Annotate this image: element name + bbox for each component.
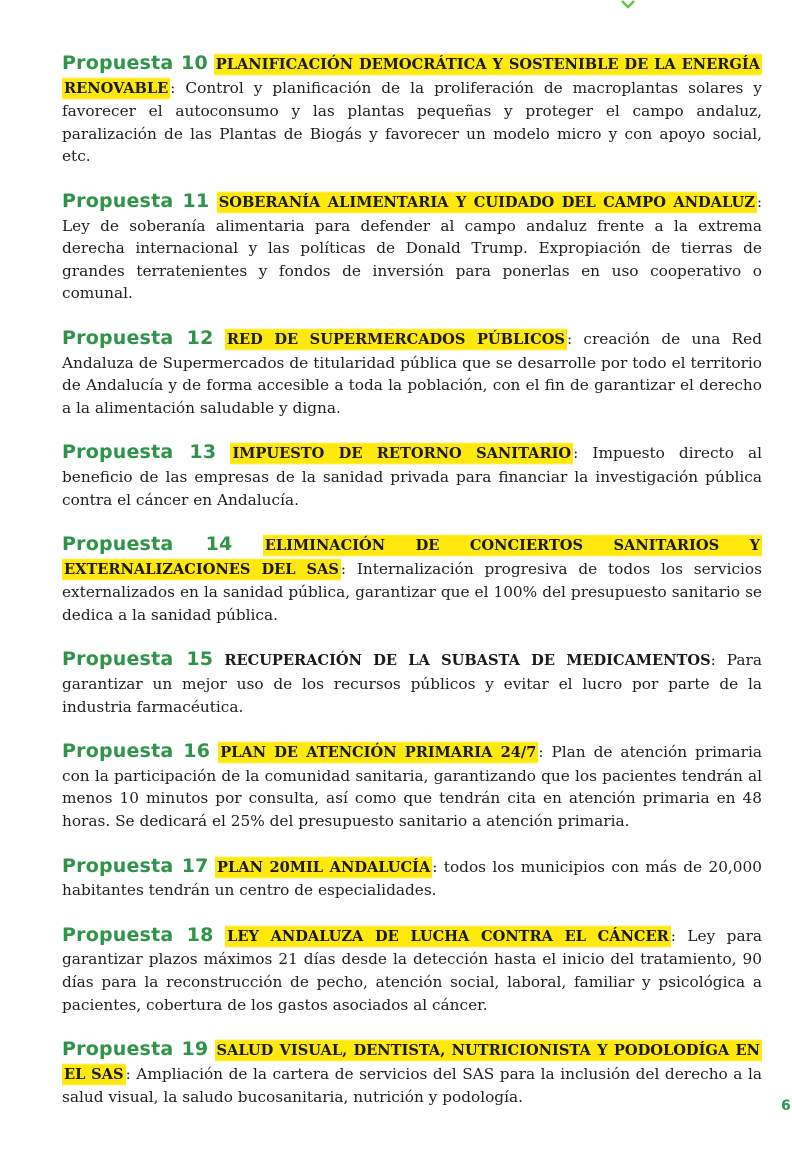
page-number: 6: [781, 1098, 791, 1114]
proposal-heading: ELIMINACIÓN DE CONCIERTOS SANITARIOS Y EXTERNALIZACIONES DEL SAS: [62, 534, 762, 581]
proposal-title: Propuesta 15: [62, 648, 214, 671]
proposal-17: [62, 855, 762, 902]
proposal-text: todos los municipios con más de 20,000 habitantes tendrán un centro de especialidades.: [62, 857, 762, 900]
proposal-separator: :: [756, 192, 763, 211]
proposal-heading: LEY ANDALUZA DE LUCHA CONTRA EL CÁNCER: [225, 925, 671, 948]
proposal-separator: :: [566, 329, 573, 348]
proposal-heading: PLAN 20MIL ANDALUCÍA: [215, 856, 432, 879]
proposal-16: [62, 740, 762, 832]
proposal-10: [62, 52, 762, 168]
proposal-title: Propuesta 16: [62, 740, 211, 763]
proposal-title: Propuesta 19: [62, 1038, 209, 1061]
proposal-text: Internalización progresiva de todos los servicios externalizados en la sanidad pública, garantizar que el 100% del presupuesto sanitario se dedica a la sanidad pública.: [62, 559, 762, 624]
proposal-heading: PLAN DE ATENCIÓN PRIMARIA 24/7: [218, 741, 538, 764]
proposal-text: Ley para garantizar plazos máximos 21 días desde la detección hasta el inicio del tratamiento, 90 días para la reconstrucción de pecho, atención social, laboral, familiar y psicológica a pacientes, cobertura de los gastos asociados al cáncer.: [62, 926, 762, 1014]
corner-chevron-icon: [620, 0, 636, 10]
proposal-text: Para garantizar un mejor uso de los recursos públicos y evitar el lucro por parte de la industria farmacéutica.: [62, 651, 762, 716]
proposal-heading: PLANIFICACIÓN DEMOCRÁTICA Y SOSTENIBLE DE LA ENERGÍA RENOVABLE: [62, 53, 762, 100]
proposals-document: [62, 52, 762, 1109]
proposal-11: [62, 190, 762, 305]
proposal-text: creación de una Red Andaluza de Supermercados de titularidad pública que se desarrolle por todo el territorio de Andalucía y de forma accesible a toda la población, con el fin de garantizar el derecho a la alimentación saludable y digna.: [62, 329, 762, 417]
proposal-title: Propuesta 13: [62, 441, 217, 464]
proposal-18: [62, 924, 762, 1016]
proposal-separator: :: [538, 743, 544, 762]
proposal-separator: :: [340, 559, 347, 578]
proposal-text: Ampliación de la cartera de servicios del SAS para la inclusión del derecho a la salud visual, la saludo bucosanitaria, nutrición y podología.: [62, 1064, 762, 1107]
proposal-separator: :: [125, 1064, 131, 1083]
proposal-19: [62, 1038, 762, 1109]
proposal-text: Plan de atención primaria con la participación de la comunidad sanitaria, garantizando que los pacientes tendrán al menos 10 minutos por consulta, así como que tendrán cita en atención primaria en 48 horas. Se dedicará el 25% del presupuesto sanitario a atención primaria.: [62, 743, 762, 831]
proposal-heading: SALUD VISUAL, DENTISTA, NUTRICIONISTA Y PODOLODÍGA EN EL SAS: [62, 1039, 762, 1086]
proposal-title: Propuesta 12: [62, 326, 214, 349]
proposal-title: Propuesta 11: [62, 189, 210, 212]
proposal-heading: SOBERANÍA ALIMENTARIA Y CUIDADO DEL CAMPO ANDALUZ: [217, 191, 757, 214]
proposal-text: Control y planificación de la proliferación de macroplantas solares y favorecer el autoconsumo y las plantas pequeñas y proteger el campo andaluz, paralización de las Plantas de Biogás y favorecer un modelo micro y con apoyo social, etc.: [62, 78, 762, 166]
proposal-separator: :: [432, 857, 438, 876]
proposal-14: [62, 533, 762, 626]
proposal-separator: :: [670, 926, 676, 945]
proposal-heading: RED DE SUPERMERCADOS PÚBLICOS: [225, 328, 567, 351]
proposal-text: Ley de soberanía alimentaria para defender al campo andaluz frente a la extrema derecha internacional y las políticas de Donald Trump. Expropiación de tierras de grandes terratenientes y fondos de inversión para ponerlas en uso cooperativo o comunal.: [62, 216, 762, 303]
proposal-heading: RECUPERACIÓN DE LA SUBASTA DE MEDICAMENTOS: [224, 652, 711, 670]
proposal-separator: :: [710, 651, 716, 670]
proposal-12: [62, 327, 762, 419]
proposal-13: [62, 441, 762, 511]
proposal-title: Propuesta 17: [62, 854, 209, 877]
proposal-15: [62, 648, 762, 718]
proposal-separator: :: [573, 444, 579, 463]
proposal-separator: :: [170, 78, 176, 97]
proposal-title: Propuesta 10: [62, 52, 208, 74]
proposal-title: Propuesta 18: [62, 923, 214, 946]
proposal-heading: IMPUESTO DE RETORNO SANITARIO: [230, 442, 573, 465]
proposal-title: Propuesta 14: [62, 533, 233, 556]
proposal-text: Impuesto directo al beneficio de las empresas de la sanidad privada para financiar la investigación pública contra el cáncer en Andalucía.: [62, 444, 763, 509]
